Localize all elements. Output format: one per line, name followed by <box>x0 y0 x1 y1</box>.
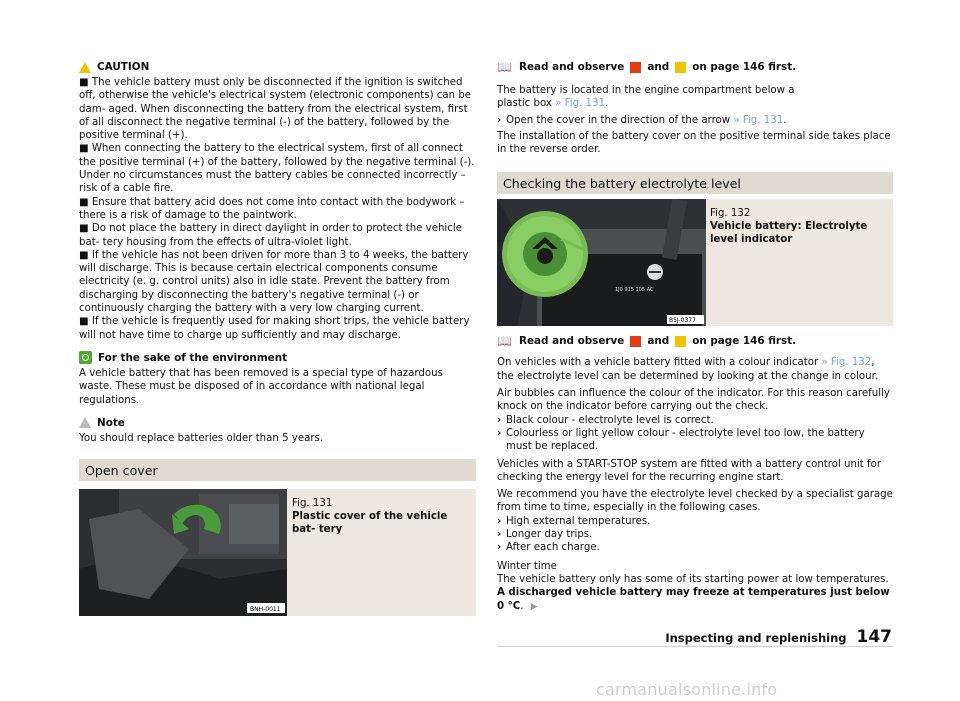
fig-131-link[interactable]: » Fig. 131 <box>555 98 605 110</box>
read-observe-prefix: Read and observe <box>519 61 625 73</box>
list-item-text: High external temperatures. <box>506 515 651 527</box>
right-column <box>497 58 893 614</box>
environment-title: For the sake of the environment <box>98 351 288 364</box>
read-observe-line <box>497 332 893 350</box>
winter-text-a: The vehicle battery only has some of its starting power at low temperatures. <box>497 573 889 585</box>
arrow-icon: › <box>497 529 502 541</box>
list-item-text: Black colour - electrolyte level is correct. <box>506 414 714 426</box>
caution-icon <box>675 62 686 73</box>
figure-label: Fig. 131 <box>292 498 333 510</box>
arrow-icon: › <box>497 414 502 426</box>
battery-location-text: The battery is located in the engine compartment below a plastic box » Fig. 131. <box>497 85 795 110</box>
watermark: carmanualsonline.info <box>596 680 778 699</box>
battery-location: The battery is located in the engine compartment below a plastic box <box>497 85 795 110</box>
figure-132 <box>497 199 893 326</box>
caution-paragraph: ■ If the vehicle has not been driven for more than 3 to 4 weeks, the battery will discharge. This is because certain electrical components consume electricity (e. g. control units) also in idle state. Prevent the battery from discharging by disconnecting the battery's negative terminal (-) or continuously charging the battery with a very low charging current. <box>79 249 469 315</box>
battery-cover-photo <box>79 489 287 616</box>
warning-icon <box>630 336 641 347</box>
list-item-text: After each charge. <box>506 542 600 554</box>
footer-section: Inspecting and replenishing <box>665 631 847 645</box>
recycle-icon <box>79 351 92 364</box>
read-observe-suffix: on page 146 first. <box>692 335 797 348</box>
recommend-text: We recommend you have the electrolyte level checked by a specialist garage from time to time, especially in the following cases. <box>497 489 893 514</box>
start-stop-text: Vehicles with a START-STOP system are fitted with a battery control unit for checking the energy level for the recurring engine start. <box>497 458 882 483</box>
fig-132-link[interactable]: » Fig. 132 <box>821 357 872 369</box>
list-item <box>497 414 893 427</box>
note-icon <box>79 417 91 428</box>
note-title: Note <box>97 416 125 429</box>
indicator-text-end: , the electrolyte level can be determined by looking at the change in colour. <box>497 357 879 382</box>
section-title: Open cover <box>79 459 476 481</box>
list-item <box>497 515 893 528</box>
indicator-text: On vehicles with a vehicle battery fitted with a colour indicator <box>497 357 819 369</box>
read-observe-suffix: on page 146 first. <box>692 61 797 73</box>
page-footer <box>665 627 892 647</box>
air-bubbles-text: Air bubbles can influence the colour of the indicator. For this reason carefully knock on the indicator before carrying out the check. <box>497 388 890 413</box>
caution-title: CAUTION <box>97 61 150 73</box>
list-item <box>497 528 893 541</box>
continue-arrow-icon: ▶ <box>530 601 538 612</box>
read-observe-line <box>497 58 893 76</box>
list-item-text: Colourless or light yellow colour - electrolyte level too low, the battery must be replaced. <box>506 427 865 453</box>
figure-131 <box>79 489 476 616</box>
list-item <box>497 427 893 454</box>
arrow-icon: › <box>497 114 502 126</box>
figure-caption <box>710 207 880 246</box>
installation-text: The installation of the battery cover on the positive terminal side takes place in the reverse order. <box>497 130 891 156</box>
note-text: You should replace batteries older than 5 years. <box>79 432 324 444</box>
book-icon: 📖 <box>497 60 512 74</box>
indicator-paragraph <box>497 356 893 383</box>
battery-indicator-photo <box>497 199 706 326</box>
winter-text-bold: A discharged vehicle battery may freeze at temperatures just below 0 °C <box>497 587 890 612</box>
caution-icon <box>675 336 686 347</box>
left-column <box>79 58 476 616</box>
read-observe-prefix: Read and observe <box>519 335 625 348</box>
arrow-icon: › <box>497 515 502 527</box>
figure-code: B5J-0377 <box>669 317 696 325</box>
caution-icon <box>79 62 91 73</box>
list-item-text: Longer day trips. <box>506 529 593 541</box>
caution-paragraph: ■ The vehicle battery must only be disconnected if the ignition is switched off, otherwise the vehicle's electrical system (electronic components) can be dam- aged. When disconnecting the battery from the electrical system, first of all disconnect the negative terminal (-) of the battery, followed by the positive terminal (+). <box>79 77 472 142</box>
figure-code: BNH-0011 <box>250 606 281 614</box>
page-number: 147 <box>856 627 892 647</box>
section-title: Checking the battery electrolyte level <box>497 172 893 194</box>
list-item <box>497 541 893 554</box>
open-step: › Open the cover in the direction of the arrow » Fig. 131. <box>497 114 787 126</box>
winter-text <box>497 573 893 614</box>
open-step-text: Open the cover in the direction of the arrow <box>506 114 731 126</box>
book-icon: 📖 <box>497 334 512 349</box>
figure-caption-text: Vehicle battery: Electrolyte level indicator <box>710 221 868 246</box>
caution-header <box>79 58 476 76</box>
read-observe-and: and <box>647 61 670 73</box>
read-observe-and: and <box>647 335 670 348</box>
winter-end: . <box>520 600 524 612</box>
figure-caption <box>292 497 452 536</box>
caution-paragraph: ■ Ensure that battery acid does not come into contact with the bodywork – there is a risk of damage to the paintwork. <box>79 196 465 221</box>
note-header <box>79 414 476 432</box>
winter-title: Winter time <box>497 560 557 572</box>
figure-label: Fig. 132 <box>710 208 751 220</box>
caution-paragraph: ■ Do not place the battery in direct daylight in order to protect the vehicle bat- tery housing from the effects of ultra-violet light. <box>79 223 462 248</box>
arrow-icon: › <box>497 542 502 554</box>
arrow-icon: › <box>497 427 502 439</box>
battery-label: 1J0 915 105 AC <box>615 287 654 294</box>
environment-header <box>79 349 476 367</box>
figure-caption-text: Plastic cover of the vehicle bat- tery <box>292 511 448 536</box>
caution-paragraph: ■ When connecting the battery to the electrical system, first of all connect the positive terminal (+) of the battery, followed by the negative terminal (-). Under no circumstances must the battery cables be connected incorrectly – risk of a cable fire. <box>79 143 475 195</box>
caution-paragraph: ■ If the vehicle is frequently used for making short trips, the vehicle battery will not have time to charge up sufficiently and may discharge. <box>79 316 470 341</box>
warning-icon <box>630 62 641 73</box>
fig-131-link[interactable]: » Fig. 131 <box>733 114 784 126</box>
environment-text: A vehicle battery that has been removed is a special type of hazardous waste. These must be disposed of in accordance with national legal regulations. <box>79 367 443 406</box>
